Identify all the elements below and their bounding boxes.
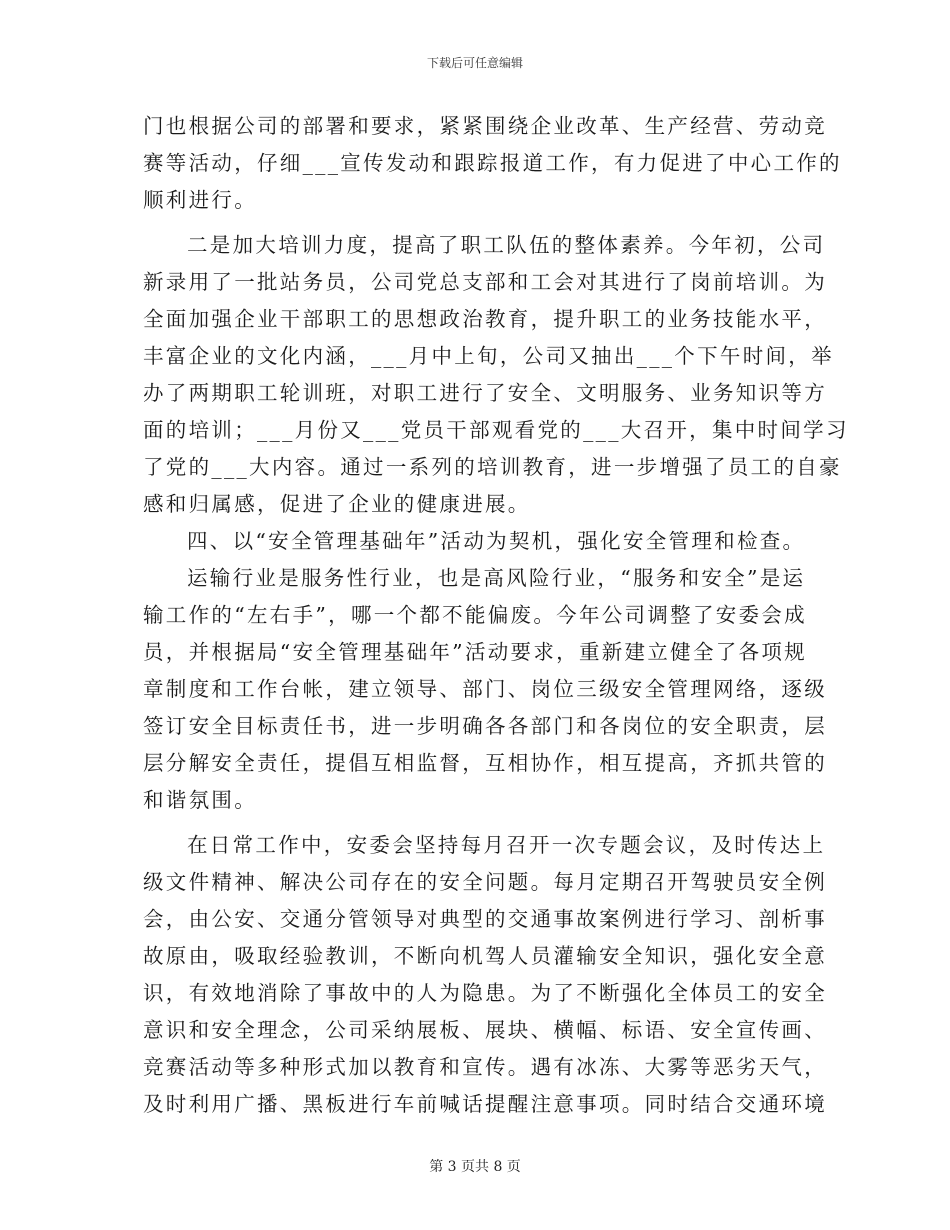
text-line: 及时利用广播、黑板进行车前喊话提醒注意事项。同时结合交通环境 bbox=[143, 1092, 827, 1116]
text-line: 赛等活动，仔细___宣传发动和跟踪报道工作，有力促进了中心工作的 bbox=[143, 151, 842, 175]
text-line: 顺利进行。 bbox=[143, 188, 257, 212]
text-line: 全面加强企业干部职工的思想政治教育，提升职工的业务技能水平， bbox=[143, 307, 827, 331]
text-line: 新录用了一批站务员，公司党总支部和工会对其进行了岗前培训。为 bbox=[143, 270, 827, 294]
text-line: 竞赛活动等多种形式加以教育和宣传。遇有冰冻、大雾等恶劣天气， bbox=[143, 1055, 827, 1079]
text-line: 员，并根据局“安全管理基础年”活动要求，重新建立健全了各项规 bbox=[143, 640, 807, 664]
text-line: 故原由，吸取经验教训，不断向机驾人员灌输安全知识，强化安全意 bbox=[143, 944, 827, 968]
text-line: 感和归属感，促进了企业的健康进展。 bbox=[143, 492, 531, 516]
text-line: 层分解安全责任，提倡互相监督，互相协作，相互提高，齐抓共管的 bbox=[143, 751, 827, 775]
text-line: 办了两期职工轮训班，对职工进行了安全、文明服务、业务知识等方 bbox=[143, 381, 827, 405]
text-line: 了党的___大内容。通过一系列的培训教育，进一步增强了员工的自豪 bbox=[143, 455, 842, 479]
text-line: 门也根据公司的部署和要求，紧紧围绕企业改革、生产经营、劳动竞 bbox=[143, 114, 827, 138]
text-line: 丰富企业的文化内涵，___月中上旬，公司又抽出___个下午时间，举 bbox=[143, 344, 834, 368]
text-line: 章制度和工作台帐，建立领导、部门、岗位三级安全管理网络，逐级 bbox=[143, 677, 827, 701]
text-line: 在日常工作中，安委会坚持每月召开一次专题会议，及时传达上 bbox=[187, 833, 826, 857]
text-line: 意识和安全理念，公司采纳展板、展块、横幅、标语、安全宣传画、 bbox=[143, 1018, 827, 1042]
page-number: 第 3 页共 8 页 bbox=[429, 1159, 521, 1175]
text-line: 识，有效地消除了事故中的人为隐患。为了不断强化全体员工的安全 bbox=[143, 981, 827, 1005]
text-line: 运输行业是服务性行业，也是高风险行业，“服务和安全”是运 bbox=[187, 566, 806, 590]
document-body bbox=[143, 108, 849, 1123]
section-heading: 四、以“安全管理基础年”活动为契机，强化安全管理和检查。 bbox=[187, 529, 806, 553]
text-line: 和谐氛围。 bbox=[143, 788, 257, 812]
text-line: 面的培训；___月份又___党员干部观看党的___大召开，集中时间学习 bbox=[143, 418, 849, 442]
text-line: 会，由公安、交通分管领导对典型的交通事故案例进行学习、剖析事 bbox=[143, 907, 827, 931]
text-line: 级文件精神、解决公司存在的安全问题。每月定期召开驾驶员安全例 bbox=[143, 870, 827, 894]
text-line: 签订安全目标责任书，进一步明确各各部门和各岗位的安全职责，层 bbox=[143, 714, 827, 738]
text-line: 二是加大培训力度，提高了职工队伍的整体素养。今年初，公司 bbox=[187, 233, 826, 257]
text-line: 输工作的“左右手”，哪一个都不能偏废。今年公司调整了安委会成 bbox=[143, 603, 807, 627]
page-header: 下载后可任意编辑 bbox=[426, 56, 523, 70]
